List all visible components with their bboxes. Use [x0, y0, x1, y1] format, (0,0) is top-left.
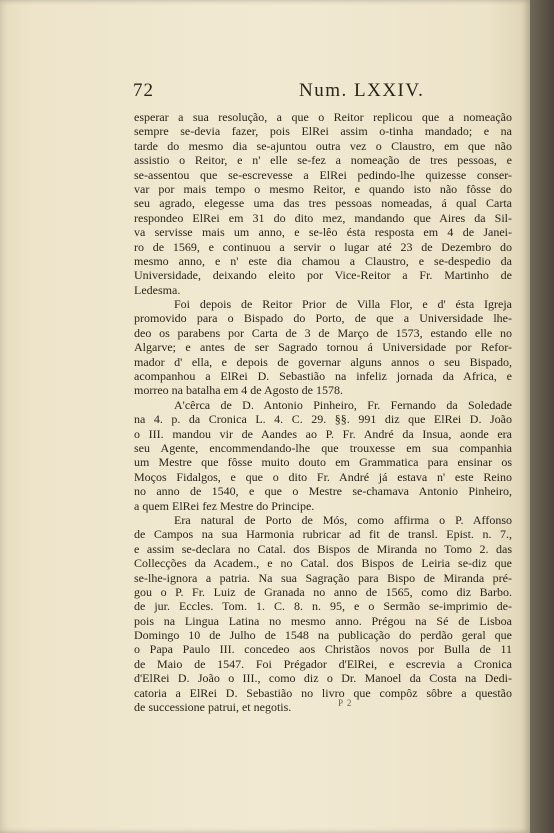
text-line: gou o P. Fr. Luiz de Granada no anno de 1565, como diz Barbo. [134, 584, 512, 599]
text-line: de Campos na sua Harmonia rubricar ad fit de transl. Epist. n. 7., [134, 527, 512, 542]
text-line: deo os parabens por Carta de 3 de Março de 1573, estando elle no [134, 325, 512, 340]
text-line: pois na Lingua Latina no mesmo anno. Prégou na Sé de Lisboa [134, 613, 512, 628]
text-line: assistio o Reitor, e n' elle se-fez a nomeação de tres pessoas, e [134, 153, 512, 168]
running-head: Num. LXXIV. [299, 80, 425, 101]
page-header [133, 80, 511, 104]
text-line: A'cêrca de D. Antonio Pinheiro, Fr. Fernando da Soledade [174, 397, 512, 412]
text-line: um Mestre que fôsse muito douto em Grammatica para ensinar os [134, 455, 512, 470]
page-number: 72 [133, 80, 154, 101]
text-line: var por mais tempo o mesmo Reitor, e quando isto não fôsse do [134, 181, 512, 196]
text-line: seu Agente, encommendando-lhe que trouxesse em sua companhia [134, 440, 512, 455]
text-line: o Papa Paulo III. concedeo aos Christãos novos por Bulla de 11 [134, 642, 512, 657]
text-line: tarde do mesmo dia se-ajuntou outra vez o Claustro, em que não [134, 138, 512, 153]
catchword: P 2 [338, 698, 353, 708]
text-line: mesmo anno, e n' este dia chamou a Claustro, e se-despedio da [134, 253, 512, 268]
text-line: esperar a sua resolução, a que o Reitor replicou que a nomeação [134, 110, 512, 124]
text-line: Foi depois de Reitor Prior de Villa Flor, e d' ésta Igreja [174, 297, 512, 312]
text-line: d'ElRei D. João o III., como diz o Dr. Manoel da Costa na Dedi- [134, 671, 512, 686]
text-line: acompanhou a ElRei D. Sebastião na infeliz jornada da Africa, e [134, 369, 512, 384]
text-line: de Maio de 1547. Foi Prégador d'ElRei, e escrevia a Cronica [134, 656, 512, 671]
text-line: morreo na batalha em 4 de Agosto de 1578. [134, 383, 343, 398]
text-line: respondeo ElRei em 31 do dito mez, mandando que Aires da Sil- [134, 210, 512, 225]
text-line: de jur. Eccles. Tom. 1. C. 8. n. 95, e o Sermão se-imprimio de- [134, 599, 512, 614]
text-line: se-lhe-ignora a patria. Na sua Sagração para Bispo de Miranda pré- [134, 570, 512, 585]
text-line: mador d' ella, e depois de governar alguns annos o seu Bispado, [134, 354, 512, 369]
text-line: va servisse mais um anno, e se-lêo ésta resposta em 4 de Janei- [134, 225, 512, 240]
text-line: na 4. p. da Cronica L. 4. C. 29. §§. 991 diz que ElRei D. João [134, 412, 512, 427]
text-line: Moços Fidalgos, e que o dito Fr. André já estava n' este Reino [134, 469, 512, 484]
text-line: Universidade, deixando eleito por Vice-Reitor a Fr. Martinho de [134, 268, 512, 283]
text-line: o III. mandou vir de Aandes ao P. Fr. André da Insua, aonde era [134, 426, 512, 441]
text-line: no anno de 1540, e que o Mestre se-chamava Antonio Pinheiro, [134, 484, 512, 499]
text-line: catoria a ElRei D. Sebastião no livro que compôz sôbre a questão [134, 685, 512, 700]
text-line: se-assentou que se-escrevesse a ElRei pedindo-lhe quizesse conser- [134, 167, 512, 182]
text-line: Algarve; e antes de ser Sagrado tornou á Universidade por Refor- [134, 340, 512, 355]
text-line: Collecções da Academ., e no Catal. dos Bispos de Leiria se-diz que [134, 556, 512, 571]
paragraph [134, 297, 512, 398]
text-line: sempre se-devia fazer, pois ElRei assim o-tinha mandado; e na [134, 124, 512, 139]
text-line: de successione patrui, et negotis. [134, 700, 292, 715]
text-line: Ledesma. [134, 282, 181, 297]
text-line: Domingo 10 de Julho de 1548 na publicação do perdão geral que [134, 628, 512, 643]
paragraph [134, 513, 512, 714]
text-line: a quem ElRei fez Mestre do Principe. [134, 498, 315, 513]
paragraph [134, 398, 512, 513]
binding-edge [530, 0, 554, 833]
text-line: e assim se-declara no Catal. dos Bispos de Miranda no Tomo 2. das [134, 541, 512, 556]
body-text [134, 110, 512, 714]
text-line: promovido para o Bispado do Porto, de que a Universidade lhe- [134, 311, 512, 326]
text-line: Era natural de Porto de Mós, como affirma o P. Affonso [174, 512, 512, 527]
text-line: ro de 1569, e continuou a servir o lugar até 23 de Dezembro do [134, 239, 512, 254]
paragraph [134, 110, 512, 297]
text-line: seu agrado, elegesse uma das tres pessoas nomeadas, á qual Carta [134, 196, 512, 211]
